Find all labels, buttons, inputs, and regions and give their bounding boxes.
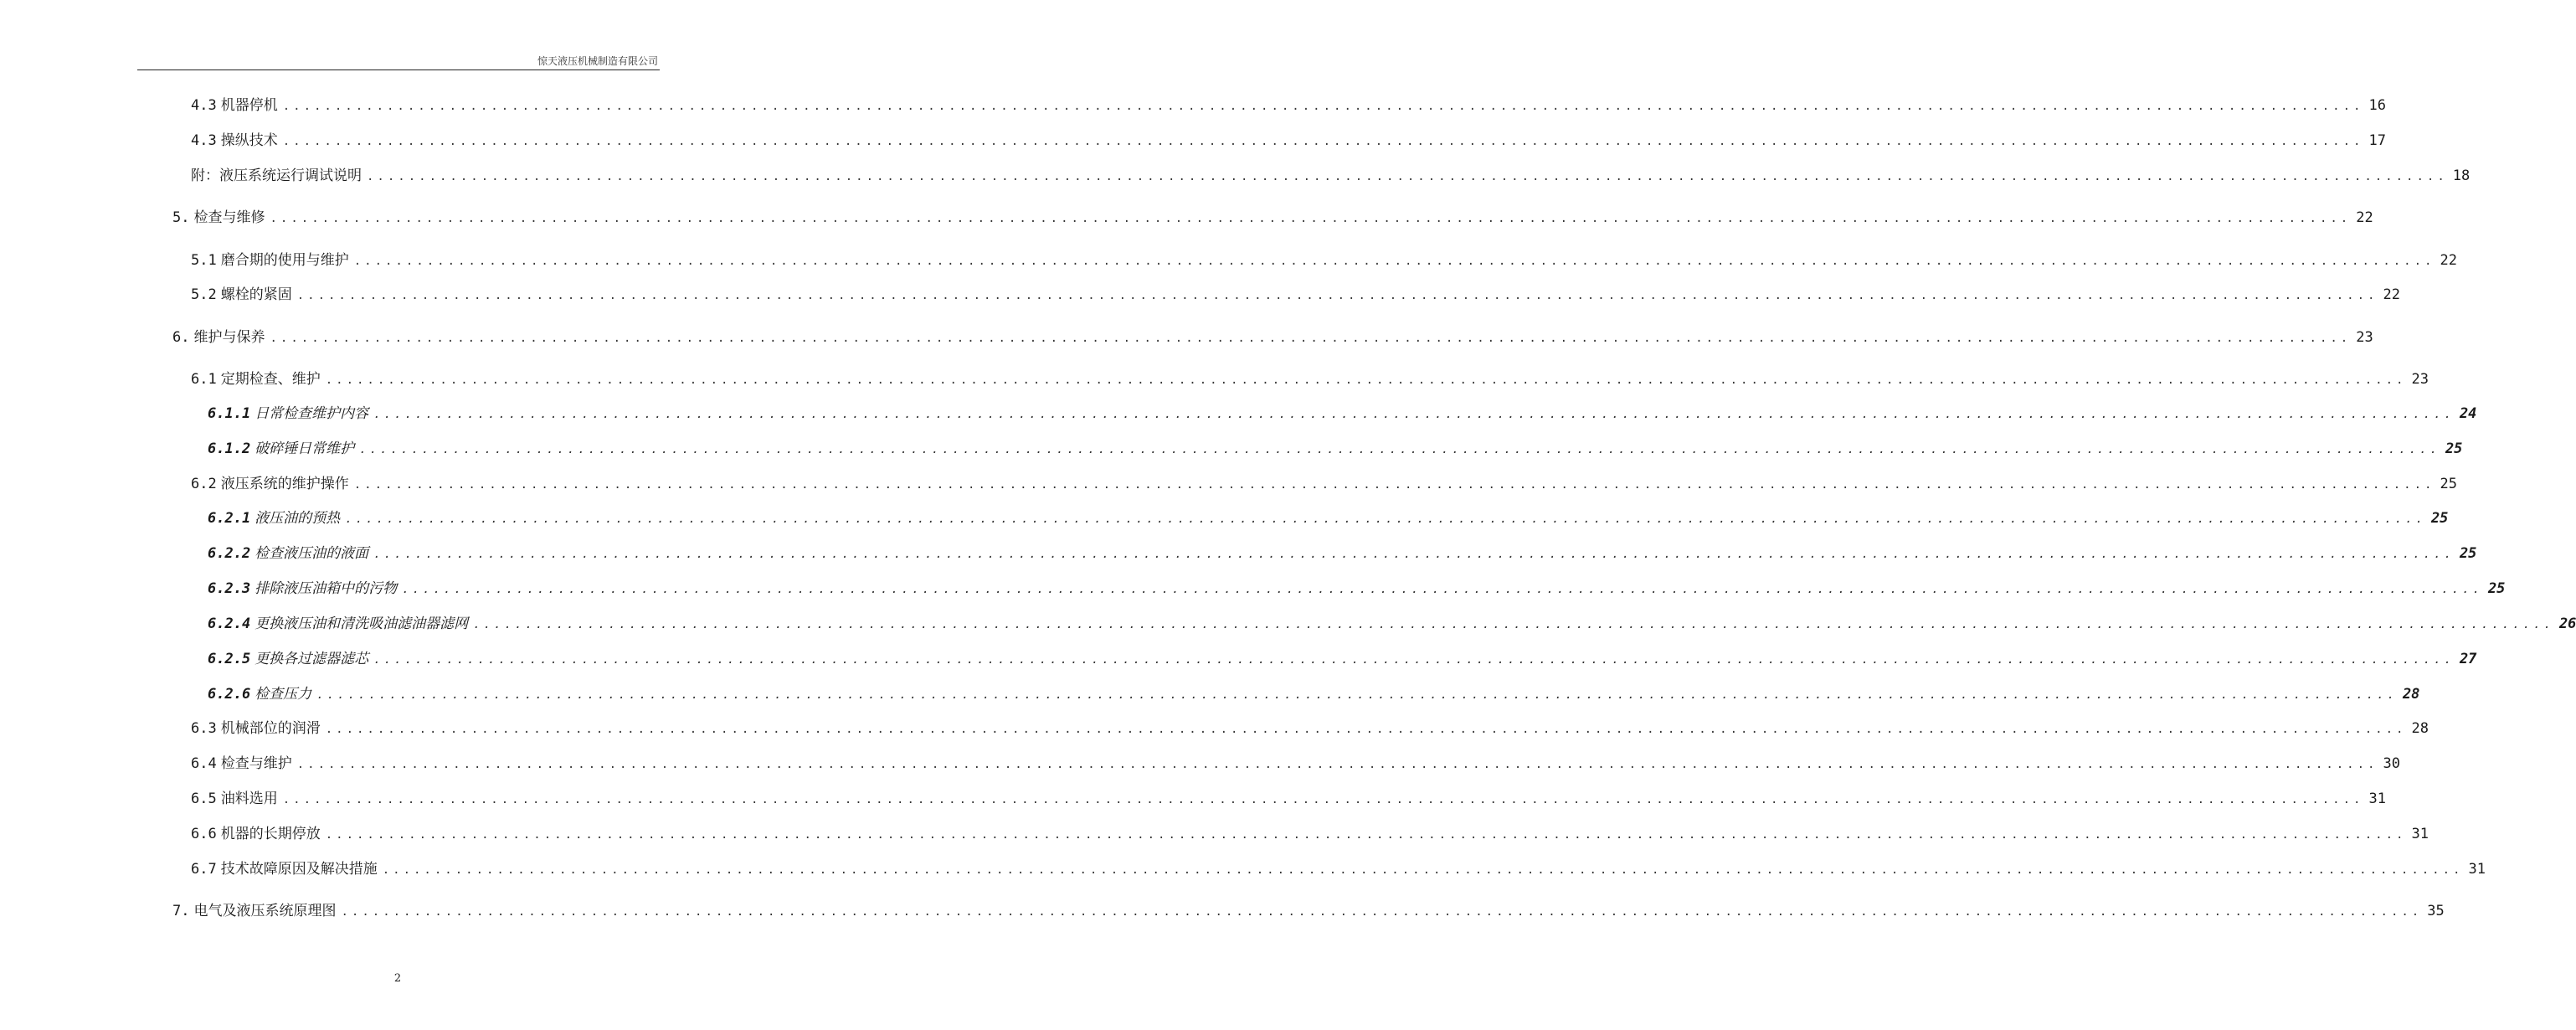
toc-entry-title: 排除液压油箱中的污物 <box>255 580 398 597</box>
toc-entry[interactable] <box>208 684 2420 704</box>
toc-entry-page: 28 <box>2411 720 2429 737</box>
toc-entry-page: 30 <box>2383 755 2400 772</box>
toc-dot-leader: ........................................................................................................................................................................................................ <box>373 653 2455 667</box>
toc-dot-leader: ........................................................................................................................................................................................................ <box>359 443 2440 456</box>
toc-dot-leader: ........................................................................................................................................................................................................ <box>325 723 2407 736</box>
toc-entry-number: 6.4 <box>191 755 217 772</box>
toc-entry[interactable] <box>208 439 2463 459</box>
toc-entry[interactable] <box>172 327 2373 348</box>
toc-entry-title: 检查与维修 <box>193 209 265 226</box>
toc-entry-number: 6.2.6 <box>208 686 251 703</box>
toc-dot-leader: ........................................................................................................................................................................................................ <box>341 905 2423 919</box>
toc-dot-leader: ........................................................................................................................................................................................................ <box>325 373 2407 387</box>
toc-entry[interactable] <box>208 404 2477 424</box>
toc-dot-leader: ........................................................................................................................................................................................................ <box>382 863 2464 877</box>
toc-dot-leader: ........................................................................................................................................................................................................ <box>296 758 2378 771</box>
toc-entry[interactable] <box>191 95 2386 116</box>
toc-entry[interactable] <box>208 543 2477 564</box>
toc-entry-page: 16 <box>2368 97 2386 114</box>
toc-entry-number: 6.2.3 <box>208 580 251 597</box>
toc-entry-number: 6.2.5 <box>208 651 251 667</box>
toc-entry-title: 技术故障原因及解决措施 <box>220 861 378 878</box>
toc-entry-title: 磨合期的使用与维护 <box>220 252 349 269</box>
toc-entry-page: 25 <box>2440 476 2457 492</box>
toc-entry[interactable] <box>208 614 2576 634</box>
toc-entry[interactable] <box>191 250 2457 270</box>
toc-entry-title: 油料选用 <box>220 791 278 807</box>
toc-dot-leader: ........................................................................................................................................................................................................ <box>353 255 2435 268</box>
toc-entry[interactable] <box>191 474 2457 494</box>
toc-entry-number: 6.1.1 <box>208 405 251 422</box>
toc-entry[interactable] <box>191 754 2400 774</box>
toc-entry-page: 31 <box>2411 826 2429 842</box>
toc-entry-title: 机械部位的润滑 <box>220 720 321 737</box>
toc-entry-number: 6.1 <box>191 371 217 388</box>
toc-entry-number: 4.3 <box>191 132 217 149</box>
toc-entry-number: 6.6 <box>191 826 217 842</box>
toc-entry[interactable] <box>191 285 2400 305</box>
toc-dot-leader: ........................................................................................................................................................................................................ <box>316 688 2398 702</box>
toc-entry-page: 31 <box>2468 861 2486 878</box>
toc-entry-page: 23 <box>2356 329 2373 346</box>
toc-entry-page: 22 <box>2440 252 2457 269</box>
toc-entry-page: 25 <box>2430 510 2449 527</box>
toc-entry-title: 破碎锤日常维护 <box>255 440 355 457</box>
toc-dot-leader: ........................................................................................................................................................................................................ <box>282 793 2364 806</box>
toc-entry-page: 31 <box>2368 791 2386 807</box>
header-company-name: 惊天液压机械制造有限公司 <box>537 55 658 67</box>
toc-dot-leader: ........................................................................................................................................................................................................ <box>282 100 2364 113</box>
toc-entry-title: 日常检查维护内容 <box>255 405 369 422</box>
toc-entry-number: 6.2.2 <box>208 545 251 562</box>
toc-entry-number: 6.1.2 <box>208 440 251 457</box>
toc-dot-leader: ........................................................................................................................................................................................................ <box>270 332 2352 345</box>
toc-entry[interactable] <box>191 859 2486 879</box>
toc-entry-title: 机器停机 <box>220 97 278 114</box>
toc-entry-page: 22 <box>2356 209 2373 226</box>
toc-entry-title: 液压油的预热 <box>255 510 341 527</box>
toc-entry-number: 6. <box>172 329 190 346</box>
toc-entry-number: 6.2 <box>191 476 217 492</box>
toc-entry-title: 操纵技术 <box>220 132 278 149</box>
toc-entry-number: 5.2 <box>191 286 217 303</box>
toc-entry[interactable] <box>191 789 2386 809</box>
toc-entry[interactable] <box>208 508 2449 528</box>
toc-entry-page: 27 <box>2459 651 2477 667</box>
toc-entry-page: 22 <box>2383 286 2400 303</box>
toc-entry-page: 25 <box>2487 580 2506 597</box>
toc-entry-page: 25 <box>2459 545 2477 562</box>
toc-entry-title: 更换液压油和清洗吸油滤油器滤网 <box>255 615 469 632</box>
toc-entry[interactable] <box>172 208 2373 228</box>
page-number: 2 <box>393 972 402 985</box>
toc-dot-leader: ........................................................................................................................................................................................................ <box>325 828 2407 842</box>
toc-entry[interactable] <box>191 824 2429 844</box>
toc-dot-leader: ........................................................................................................................................................................................................ <box>373 548 2455 561</box>
toc-entry[interactable] <box>208 579 2506 599</box>
toc-entry[interactable] <box>191 131 2386 151</box>
toc-dot-leader: ........................................................................................................................................................................................................ <box>402 583 2483 596</box>
toc-entry-number: 4.3 <box>191 97 217 114</box>
toc-entry-title: 螺栓的紧固 <box>220 286 292 303</box>
toc-dot-leader: ........................................................................................................................................................................................................ <box>353 478 2435 492</box>
toc-entry-number: 6.7 <box>191 861 217 878</box>
toc-entry-title: 附：液压系统运行调试说明 <box>191 167 362 184</box>
toc-entry-title: 更换各过滤器滤芯 <box>255 651 369 667</box>
toc-dot-leader: ........................................................................................................................................................................................................ <box>367 170 2448 183</box>
toc-entry-page: 23 <box>2411 371 2429 388</box>
toc-entry-page: 35 <box>2427 903 2445 919</box>
toc-dot-leader: ........................................................................................................................................................................................................ <box>282 135 2364 148</box>
toc-entry-title: 检查压力 <box>255 686 312 703</box>
toc-entry-number: 6.2.4 <box>208 615 251 632</box>
toc-entry-page: 18 <box>2452 167 2471 184</box>
toc-dot-leader: ........................................................................................................................................................................................................ <box>296 289 2378 302</box>
toc-entry-title: 检查液压油的液面 <box>255 545 369 562</box>
toc-entry-number: 6.5 <box>191 791 217 807</box>
toc-dot-leader: ........................................................................................................................................................................................................ <box>270 212 2352 225</box>
toc-entry-title: 定期检查、维护 <box>220 371 321 388</box>
toc-dot-leader: ........................................................................................................................................................................................................ <box>473 618 2554 631</box>
toc-entry-number: 5.1 <box>191 252 217 269</box>
toc-entry-title: 维护与保养 <box>193 329 265 346</box>
toc-dot-leader: ........................................................................................................................................................................................................ <box>345 512 2426 526</box>
toc-entry-number: 7. <box>172 903 190 919</box>
toc-entry-number: 6.2.1 <box>208 510 251 527</box>
toc-entry[interactable] <box>191 369 2429 389</box>
toc-entry[interactable] <box>172 901 2445 921</box>
toc-entry[interactable] <box>191 166 2471 186</box>
toc-entry-page: 28 <box>2402 686 2420 703</box>
toc-entry[interactable] <box>208 649 2477 669</box>
toc-entry-page: 25 <box>2445 440 2463 457</box>
toc-entry-page: 26 <box>2558 615 2576 632</box>
toc-entry-number: 6.3 <box>191 720 217 737</box>
toc-dot-leader: ........................................................................................................................................................................................................ <box>373 408 2455 421</box>
toc-entry-title: 电气及液压系统原理图 <box>193 903 337 919</box>
toc-entry-title: 检查与维护 <box>220 755 292 772</box>
toc-entry[interactable] <box>191 718 2429 739</box>
toc-entry-page: 24 <box>2459 405 2477 422</box>
toc-entry-title: 液压系统的维护操作 <box>220 476 349 492</box>
toc-entry-page: 17 <box>2368 132 2386 149</box>
toc-entry-number: 5. <box>172 209 190 226</box>
toc-entry-title: 机器的长期停放 <box>220 826 321 842</box>
